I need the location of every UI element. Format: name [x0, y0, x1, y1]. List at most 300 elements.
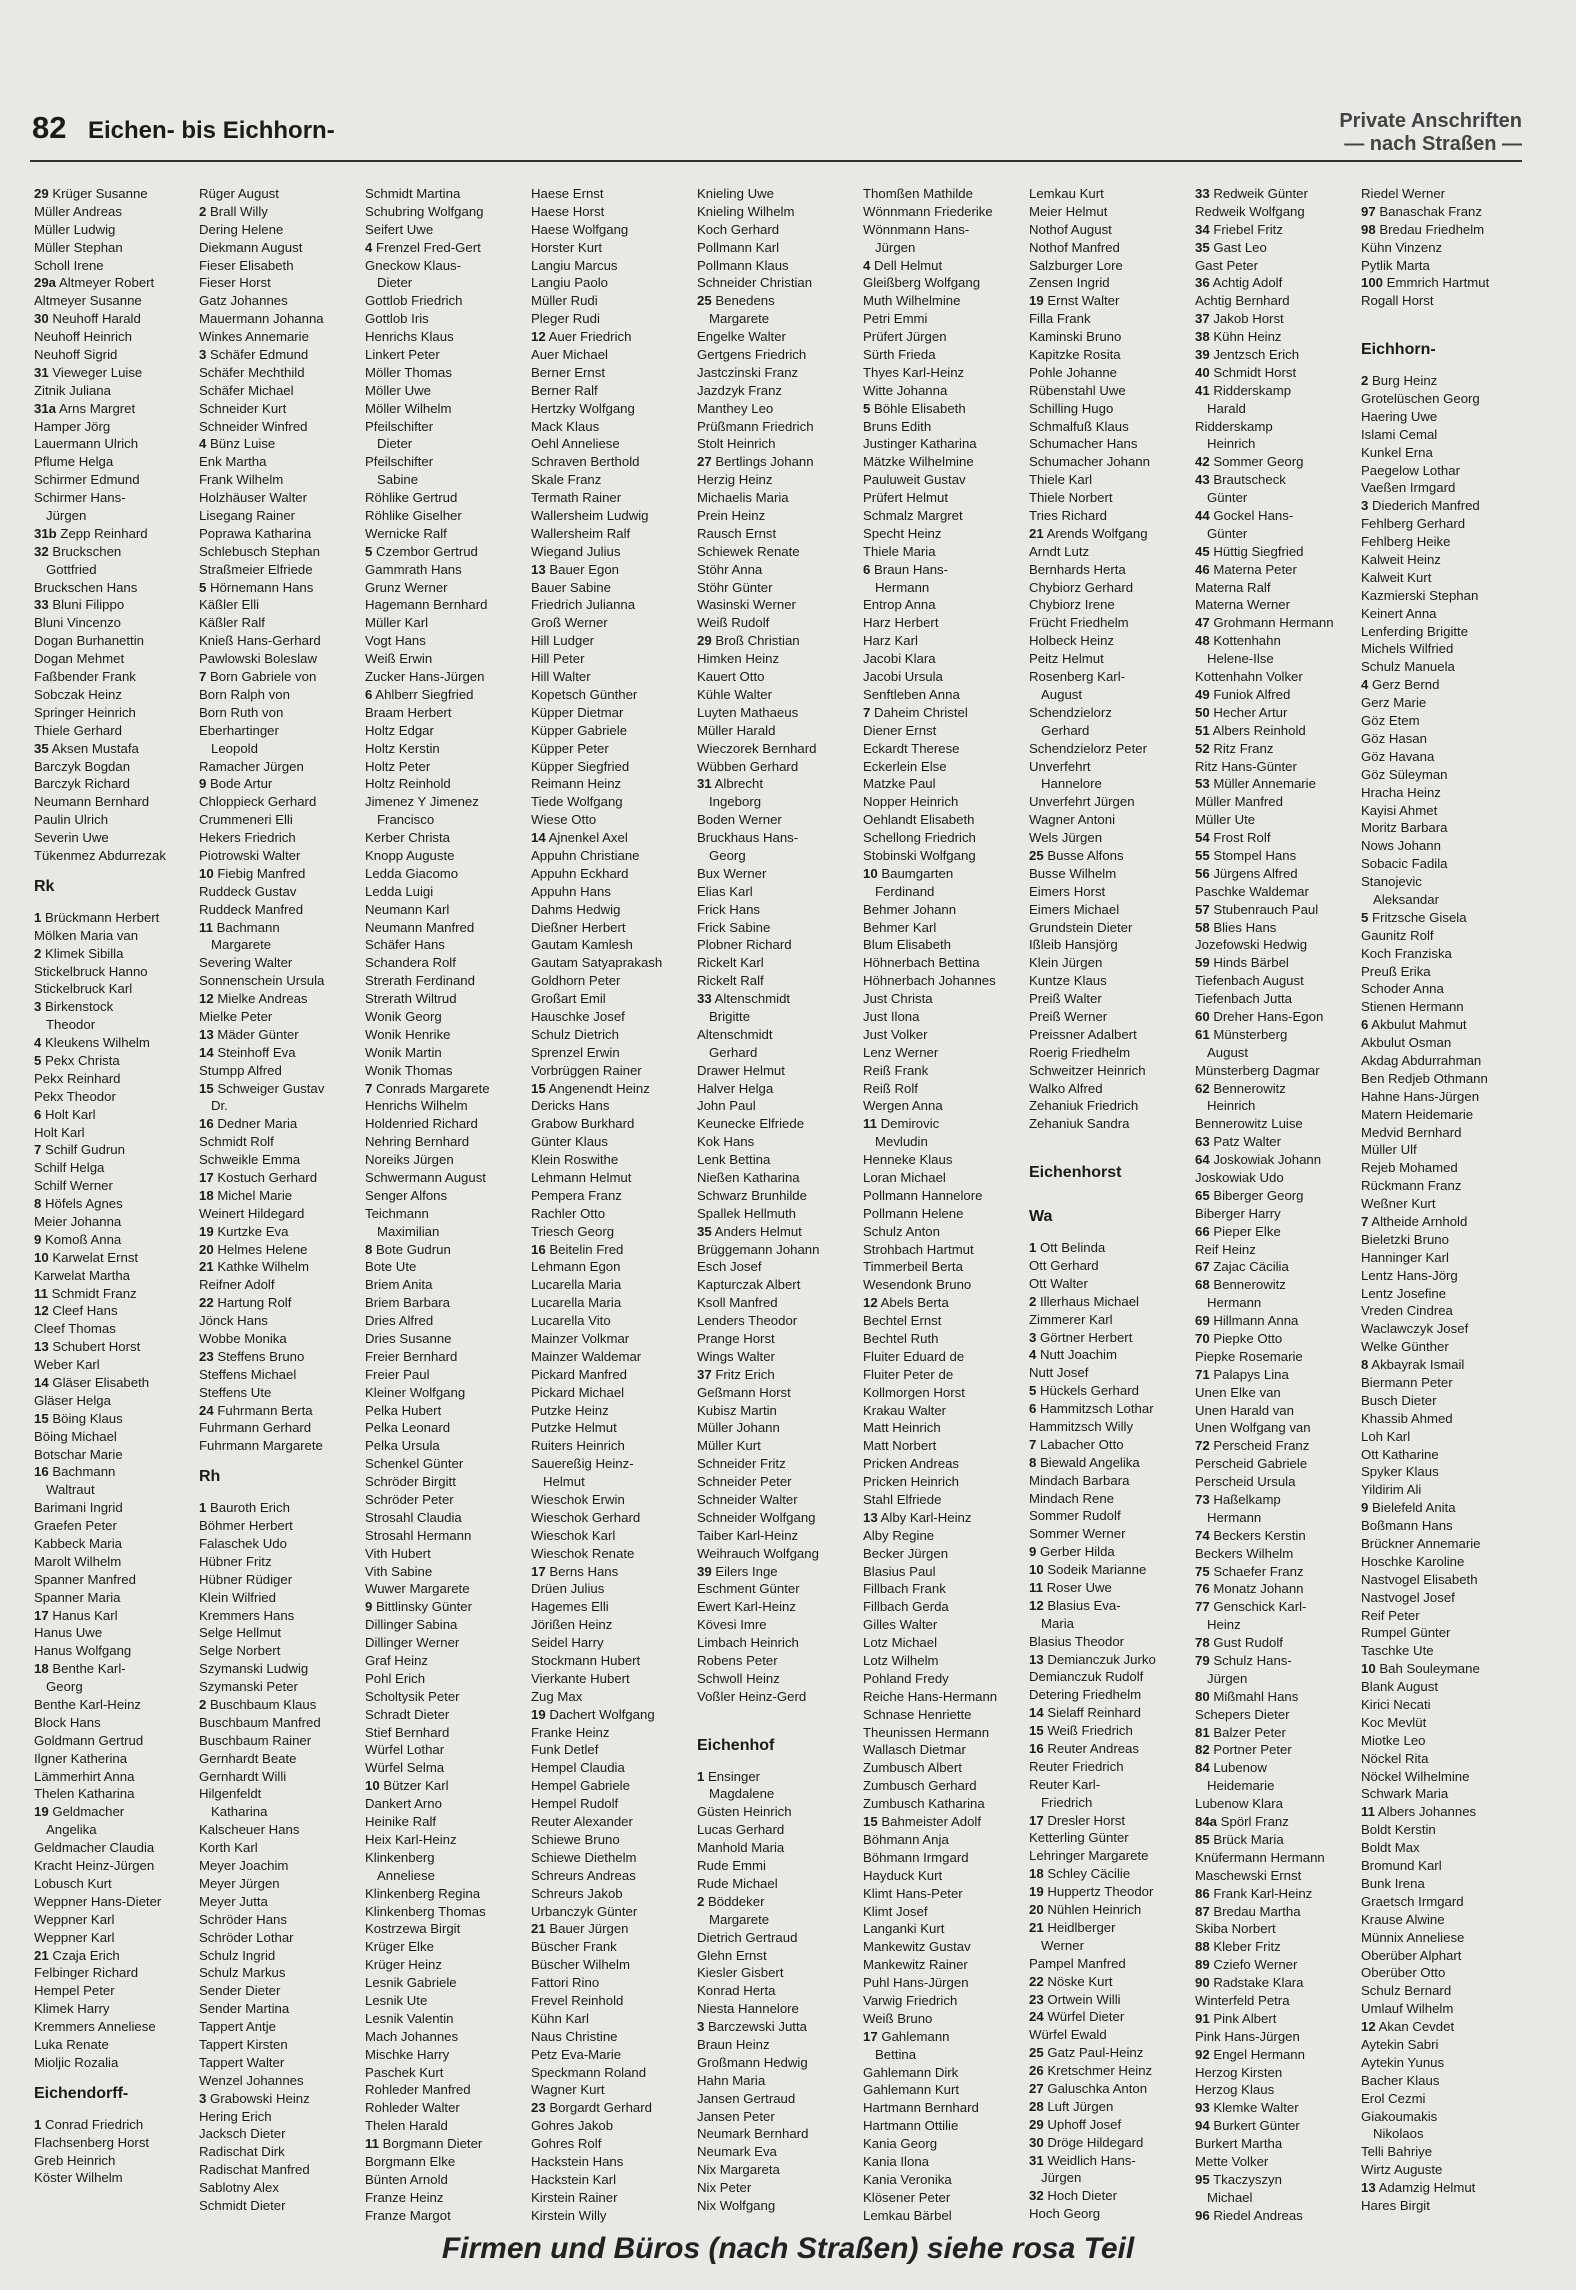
directory-entry: Büscher Wilhelm: [531, 1957, 630, 1973]
directory-entry: Ott Walter: [1029, 1275, 1088, 1291]
directory-entry: Wels Jürgen: [1029, 830, 1103, 846]
directory-entry: Teichmann: [365, 1205, 429, 1221]
directory-entry: Sender Dieter: [199, 1983, 281, 1999]
directory-entry: Walko Alfred: [1029, 1080, 1103, 1096]
street-heading: Eichenhof: [697, 1736, 775, 1754]
directory-entry: Hagemes Elli: [531, 1599, 609, 1615]
directory-entry: Tappert Walter: [199, 2054, 285, 2070]
directory-entry: Rüger August: [199, 186, 279, 201]
directory-entry: Koc Mevlüt: [1361, 1714, 1427, 1730]
directory-entry: 11 Demirovic: [863, 1116, 940, 1132]
directory-entry: Rohleder Walter: [365, 2100, 460, 2116]
directory-entry: Behmer Johann: [863, 901, 957, 917]
directory-entry: 5 Hörnemann Hans: [199, 579, 314, 595]
directory-entry: Fattori Rino: [531, 1975, 600, 1991]
directory-entry: 29 Broß Christian: [697, 633, 800, 649]
directory-entry: Ramacher Jürgen: [199, 758, 304, 774]
directory-entry: Klösener Peter: [863, 2189, 951, 2205]
directory-entry: Hammitzsch Willy: [1029, 1419, 1134, 1434]
directory-entry: 15 Böing Klaus: [34, 1410, 123, 1426]
directory-entry: Welke Günther: [1361, 1339, 1449, 1355]
house-number: 9: [34, 1231, 42, 1247]
directory-entry: Ißleib Hansjörg: [1029, 937, 1118, 953]
directory-entry: Fillbach Frank: [863, 1581, 946, 1597]
house-number: 3: [199, 347, 207, 363]
directory-entry: 2 Buschbaum Klaus: [199, 1697, 317, 1713]
directory-entry: Müller Karl: [365, 615, 429, 631]
house-number: 9: [1029, 1544, 1037, 1560]
directory-entry: Neumark Bernhard: [697, 2126, 809, 2142]
directory-entry: Neumann Karl: [365, 901, 450, 917]
directory-entry: Müller Ute: [1195, 812, 1256, 828]
header-rule: [30, 160, 1522, 162]
house-number: 15: [531, 1080, 546, 1096]
directory-entry: Tries Richard: [1029, 508, 1107, 524]
directory-entry: Klimt Hans-Peter: [863, 1885, 963, 1901]
entry-continuation: Harald: [1207, 400, 1246, 416]
directory-entry: Küpper Siegfried: [531, 758, 630, 774]
directory-entry: Loran Michael: [863, 1169, 946, 1185]
column-1: [34, 185, 194, 2187]
directory-entry: Müller Kurt: [697, 1438, 761, 1454]
directory-entry: Eimers Michael: [1029, 901, 1120, 917]
house-number: 32: [34, 543, 49, 559]
directory-entry: Lucas Gerhard: [697, 1822, 785, 1838]
directory-entry: Wieschok Erwin: [531, 1492, 625, 1508]
directory-entry: Manhold Maria: [697, 1840, 785, 1856]
directory-entry: Lucarella Maria: [531, 1277, 622, 1293]
directory-entry: 72 Perscheid Franz: [1195, 1438, 1310, 1454]
directory-entry: Krüger Heinz: [365, 1957, 442, 1973]
directory-entry: Zumbusch Albert: [863, 1760, 962, 1776]
directory-entry: Tükenmez Abdurrezak: [34, 847, 166, 863]
directory-entry: Unen Harald van: [1195, 1402, 1294, 1418]
directory-entry: Esch Josef: [697, 1259, 762, 1275]
directory-entry: 22 Nöske Kurt: [1029, 1973, 1113, 1989]
directory-entry: Kremmers Hans: [199, 1607, 295, 1623]
directory-entry: Köster Wilhelm: [34, 2170, 123, 2186]
directory-entry: Wagner Kurt: [531, 2082, 605, 2098]
directory-entry: Kottenhahn Volker: [1195, 669, 1303, 685]
directory-entry: Luka Renate: [34, 2036, 109, 2052]
directory-entry: Bruns Edith: [863, 418, 932, 434]
directory-entry: Sprenzel Erwin: [531, 1044, 620, 1060]
directory-entry: 93 Klemke Walter: [1195, 2100, 1299, 2116]
street-heading: Eichendorff-: [34, 2084, 129, 2102]
directory-entry: Graefen Peter: [34, 1518, 117, 1534]
directory-entry: 86 Frank Karl-Heinz: [1195, 1885, 1313, 1901]
directory-entry: Langanki Kurt: [863, 1921, 945, 1937]
directory-entry: Triesch Georg: [531, 1223, 615, 1239]
house-number: 77: [1195, 1599, 1210, 1615]
entry-continuation: Michael: [1207, 2189, 1253, 2205]
directory-entry: Radischat Manfred: [199, 2162, 310, 2178]
directory-entry: Boldt Max: [1361, 1840, 1420, 1856]
directory-entry: Reuter Alexander: [531, 1814, 633, 1830]
directory-entry: Gohres Jakob: [531, 2118, 614, 2134]
house-number: 2: [199, 203, 207, 219]
directory-entry: Pawlowski Boleslaw: [199, 651, 317, 667]
house-number: 2: [1029, 1293, 1037, 1309]
directory-entry: Käßler Elli: [199, 597, 260, 613]
entry-continuation: Margarete: [211, 937, 272, 953]
directory-entry: 5 Hückels Gerhard: [1029, 1383, 1139, 1399]
house-number: 28: [1029, 2098, 1044, 2114]
directory-entry: Briem Barbara: [365, 1295, 451, 1311]
house-number: 7: [34, 1142, 42, 1158]
directory-entry: Hill Ludger: [531, 633, 595, 649]
directory-entry: Dogan Mehmet: [34, 651, 125, 667]
house-number: 6: [365, 686, 373, 702]
directory-entry: Sommer Rudolf: [1029, 1508, 1121, 1524]
house-number: 60: [1195, 1008, 1210, 1024]
directory-entry: Schäfer Hans: [365, 937, 445, 953]
directory-entry: Holt Karl: [34, 1124, 85, 1140]
house-number: 18: [199, 1187, 214, 1203]
entry-continuation: Ingeborg: [709, 794, 762, 810]
street-heading: Eichhorn-: [1361, 341, 1436, 359]
directory-entry: 11 Roser Uwe: [1029, 1580, 1112, 1596]
directory-entry: Eckerlein Else: [863, 758, 947, 774]
house-number: 7: [1361, 1213, 1369, 1229]
directory-entry: Szymanski Ludwig: [199, 1661, 309, 1677]
directory-entry: Langiu Paolo: [531, 275, 608, 291]
directory-entry: 7 Conrads Margarete: [365, 1080, 490, 1096]
directory-entry: Senftleben Anna: [863, 686, 960, 702]
directory-entry: Hübner Fritz: [199, 1553, 272, 1569]
directory-entry: Urbanczyk Günter: [531, 1903, 638, 1919]
directory-entry: Witte Johanna: [863, 382, 948, 398]
entry-continuation: Heinrich: [1207, 436, 1256, 452]
house-number: 55: [1195, 847, 1210, 863]
directory-entry: Loh Karl: [1361, 1428, 1411, 1444]
directory-entry: Plobner Richard: [697, 937, 792, 953]
house-number: 98: [1361, 221, 1376, 237]
directory-entry: Meyer Jutta: [199, 1893, 268, 1909]
directory-entry: 17 Hanus Karl: [34, 1607, 118, 1623]
directory-entry: Rogall Horst: [1361, 293, 1434, 309]
entry-continuation: Margarete: [709, 1911, 770, 1927]
entry-continuation: Leopold: [211, 740, 258, 756]
directory-entry: Fieser Horst: [199, 275, 271, 291]
directory-entry: Lubenow Klara: [1195, 1796, 1283, 1812]
entry-continuation: Maximilian: [377, 1223, 440, 1239]
house-number: 31: [1029, 2152, 1044, 2168]
directory-entry: Bluni Vincenzo: [34, 615, 121, 631]
directory-entry: 7 Labacher Otto: [1029, 1436, 1124, 1452]
house-number: 21: [1029, 1919, 1044, 1935]
house-number: 21: [199, 1259, 214, 1275]
directory-entry: 33 Altenschmidt: [697, 991, 791, 1007]
directory-entry: Zitnik Juliana: [34, 382, 111, 398]
house-number: 31b: [34, 525, 57, 541]
house-number: 53: [1195, 776, 1210, 792]
directory-entry: 14 Gläser Elisabeth: [34, 1375, 150, 1390]
directory-entry: Winterfeld Petra: [1195, 1992, 1290, 2008]
directory-entry: Schreurs Jakob: [531, 1885, 623, 1901]
directory-entry: Sürth Frieda: [863, 347, 936, 363]
directory-entry: Höhnerbach Bettina: [863, 955, 980, 971]
house-number: 11: [365, 2136, 379, 2152]
directory-entry: Schenkel Günter: [365, 1456, 464, 1472]
directory-entry: 1 Brückmann Herbert: [34, 909, 160, 925]
directory-entry: 12 Blasius Eva-: [1029, 1597, 1121, 1613]
directory-entry: Zucker Hans-Jürgen: [365, 669, 485, 685]
directory-entry: Sobczak Heinz: [34, 686, 122, 702]
directory-entry: Ritz Hans-Günter: [1195, 758, 1297, 774]
house-number: 68: [1195, 1277, 1210, 1293]
house-number: 72: [1195, 1438, 1210, 1454]
directory-entry: Gautam Satyaprakash: [531, 955, 663, 971]
directory-entry: Weiß Erwin: [365, 651, 433, 667]
directory-entry: Klein Roswithe: [531, 1152, 619, 1168]
directory-entry: Haering Uwe: [1361, 408, 1438, 424]
directory-entry: 8 Bote Gudrun: [365, 1241, 451, 1257]
directory-entry: Vith Sabine: [365, 1563, 433, 1579]
directory-entry: 59 Hinds Bärbel: [1195, 955, 1289, 971]
house-number: 13: [34, 1339, 49, 1355]
directory-entry: Pollmann Karl: [697, 239, 780, 255]
directory-entry: 96 Riedel Andreas: [1195, 2207, 1303, 2223]
directory-entry: Putzke Helmut: [531, 1420, 617, 1436]
directory-entry: 5 Fritzsche Gisela: [1361, 909, 1467, 925]
directory-entry: Klein Jürgen: [1029, 955, 1103, 971]
house-number: 17: [531, 1563, 546, 1579]
directory-entry: Röhlike Gertrud: [365, 490, 458, 506]
directory-entry: Schendzielorz: [1029, 704, 1112, 720]
directory-entry: 12 Auer Friedrich: [531, 329, 632, 345]
directory-entry: Severin Uwe: [34, 830, 109, 846]
directory-entry: Pelka Leonard: [365, 1420, 451, 1436]
directory-entry: Gahlemann Dirk: [863, 2064, 959, 2080]
directory-entry: Aytekin Yunus: [1361, 2054, 1445, 2070]
directory-entry: 51 Albers Reinhold: [1195, 722, 1306, 738]
house-number: 22: [199, 1295, 214, 1311]
house-number: 25: [1029, 847, 1044, 863]
directory-entry: Hill Walter: [531, 669, 591, 685]
house-number: 45: [1195, 543, 1210, 559]
directory-entry: Hagemann Bernhard: [365, 597, 488, 613]
directory-entry: Frick Hans: [697, 901, 761, 917]
directory-entry: Knieß Hans-Gerhard: [199, 633, 321, 649]
directory-entry: Perscheid Ursula: [1195, 1474, 1296, 1490]
directory-entry: Schendzielorz Peter: [1029, 740, 1148, 756]
directory-entry: Schraven Berthold: [531, 454, 640, 470]
entry-continuation: Aleksandar: [1373, 891, 1439, 907]
directory-entry: Paegelow Lothar: [1361, 462, 1460, 478]
directory-entry: Dießner Herbert: [531, 919, 626, 935]
entry-continuation: Ferdinand: [875, 883, 935, 899]
directory-entry: Jacobi Klara: [863, 651, 936, 667]
column-4: [531, 185, 691, 2225]
directory-entry: 79 Schulz Hans-: [1195, 1653, 1292, 1669]
directory-entry: Appuhn Christiane: [531, 847, 640, 863]
directory-entry: Möller Thomas: [365, 364, 452, 380]
directory-entry: Thiele Maria: [863, 543, 936, 559]
directory-entry: Vorbrüggen Rainer: [531, 1062, 642, 1078]
house-number: 5: [1361, 909, 1369, 925]
directory-entry: Rosenberg Karl-: [1029, 669, 1126, 685]
directory-entry: Kapturczak Albert: [697, 1277, 801, 1293]
directory-entry: Hanus Uwe: [34, 1625, 103, 1641]
house-number: 35: [1195, 239, 1210, 255]
directory-entry: Pfeilschifter: [365, 454, 434, 470]
directory-entry: 3 Schäfer Edmund: [199, 347, 309, 363]
directory-entry: Weinert Hildegard: [199, 1205, 305, 1221]
directory-entry: Fieser Elisabeth: [199, 257, 294, 273]
directory-entry: Petz Eva-Marie: [531, 2046, 622, 2062]
directory-entry: Pollmann Hannelore: [863, 1187, 983, 1203]
directory-entry: Blasius Theodor: [1029, 1633, 1125, 1649]
directory-entry: Möller Uwe: [365, 382, 431, 398]
directory-entry: 16 Reuter Andreas: [1029, 1741, 1139, 1757]
entry-continuation: Sabine: [377, 472, 419, 488]
directory-entry: Dericks Hans: [531, 1098, 610, 1114]
directory-entry: Schneider Fritz: [697, 1456, 786, 1472]
directory-entry: Matt Heinrich: [863, 1420, 941, 1436]
directory-entry: Tappert Kirsten: [199, 2036, 288, 2052]
directory-entry: Hackstein Hans: [531, 2153, 624, 2169]
directory-entry: Holtz Reinhold: [365, 776, 451, 792]
directory-entry: 16 Dedner Maria: [199, 1116, 298, 1132]
directory-entry: Reuter Karl-: [1029, 1776, 1101, 1792]
directory-entry: Knieling Wilhelm: [697, 203, 795, 219]
house-number: 4: [365, 239, 373, 255]
house-number: 94: [1195, 2118, 1210, 2134]
directory-entry: 6 Hammitzsch Lothar: [1029, 1401, 1154, 1417]
directory-entry: Krause Alwine: [1361, 1911, 1445, 1927]
directory-entry: Reiche Hans-Hermann: [863, 1688, 998, 1704]
directory-entry: Holtz Peter: [365, 758, 431, 774]
directory-entry: Niesta Hannelore: [697, 2001, 799, 2017]
directory-entry: 25 Gatz Paul-Heinz: [1029, 2045, 1144, 2061]
house-number: 2: [1361, 373, 1369, 389]
directory-entry: Limbach Heinrich: [697, 1635, 799, 1651]
house-number: 59: [1195, 955, 1210, 971]
directory-entry: Franze Margot: [365, 2207, 451, 2223]
house-number: 91: [1195, 2010, 1210, 2026]
directory-entry: 20 Helmes Helene: [199, 1241, 308, 1257]
entry-continuation: Waltraut: [46, 1482, 95, 1498]
directory-entry: Umlauf Wilhelm: [1361, 2001, 1454, 2017]
house-number: 76: [1195, 1581, 1210, 1597]
directory-entry: Kirici Necati: [1361, 1697, 1431, 1713]
directory-entry: Blum Elisabeth: [863, 937, 951, 953]
directory-entry: Göz Hasan: [1361, 730, 1427, 746]
directory-entry: Lotz Wilhelm: [863, 1653, 939, 1669]
directory-entry: Nöckel Wilhelmine: [1361, 1768, 1470, 1784]
directory-entry: Diener Ernst: [863, 722, 937, 738]
directory-entry: Nopper Heinrich: [863, 794, 959, 810]
footer-note: Firmen und Büros (nach Straßen) siehe rosa Teil: [441, 2232, 1135, 2265]
directory-entry: 27 Bertlings Johann: [697, 454, 814, 470]
directory-entry: Strosahl Claudia: [365, 1509, 462, 1525]
directory-entry: Taiber Karl-Heinz: [697, 1527, 799, 1543]
directory-entry: Hartmann Ottilie: [863, 2118, 959, 2134]
directory-entry: 24 Würfel Dieter: [1029, 2009, 1125, 2025]
directory-entry: Senger Alfons: [365, 1187, 448, 1203]
entry-continuation: Georg: [709, 847, 746, 863]
house-number: 65: [1195, 1187, 1210, 1203]
house-number: 36: [1195, 275, 1210, 291]
directory-entry: Mach Johannes: [365, 2028, 459, 2044]
directory-entry: Barimani Ingrid: [34, 1500, 123, 1516]
entry-continuation: Anneliese: [377, 1867, 435, 1883]
directory-entry: Würfel Ewald: [1029, 2027, 1107, 2043]
directory-entry: Kania Georg: [863, 2136, 938, 2152]
directory-entry: Geldmacher Claudia: [34, 1840, 155, 1856]
house-number: 12: [863, 1295, 878, 1311]
entry-continuation: Bettina: [875, 2046, 917, 2062]
directory-entry: 2 Burg Heinz: [1361, 373, 1438, 389]
house-number: 41: [1195, 382, 1210, 398]
directory-entry: 12 Cleef Hans: [34, 1303, 118, 1319]
house-number: 2: [697, 1893, 705, 1909]
column-7: [1029, 185, 1189, 2223]
directory-entry: Just Volker: [863, 1026, 928, 1042]
directory-entry: Thomßen Mathilde: [863, 186, 973, 201]
directory-entry: Born Ralph von: [199, 686, 290, 702]
directory-entry: 89 Cziefo Werner: [1195, 1957, 1298, 1973]
directory-entry: 6 Holt Karl: [34, 1106, 96, 1122]
directory-entry: Zumbusch Katharina: [863, 1796, 985, 1812]
directory-entry: Nix Peter: [697, 2180, 752, 2196]
directory-entry: 19 Ernst Walter: [1029, 293, 1120, 309]
directory-entry: 8 Höfels Agnes: [34, 1196, 123, 1212]
house-number: 10: [365, 1778, 380, 1794]
house-number: 10: [1029, 1562, 1044, 1578]
directory-entry: 6 Ahlberr Siegfried: [365, 686, 474, 702]
house-number: 42: [1195, 454, 1210, 470]
directory-entry: Vogt Hans: [365, 633, 426, 649]
directory-entry: Boden Werner: [697, 812, 782, 828]
house-number: 34: [1195, 221, 1210, 237]
entry-continuation: Brigitte: [709, 1008, 751, 1024]
house-number: 84a: [1195, 1814, 1218, 1830]
house-number: 2: [199, 1697, 207, 1713]
directory-entry: Rickelt Karl: [697, 955, 764, 971]
directory-entry: Barczyk Richard: [34, 776, 131, 792]
directory-entry: Schubring Wolfgang: [365, 203, 484, 219]
directory-entry: Nix Margareta: [697, 2162, 780, 2178]
house-number: 23: [1029, 1991, 1044, 2007]
directory-entry: Eschment Günter: [697, 1581, 800, 1597]
directory-entry: Achtig Bernhard: [1195, 293, 1290, 309]
directory-entry: Dogan Burhanettin: [34, 633, 144, 649]
directory-entry: Poprawa Katharina: [199, 525, 312, 541]
directory-entry: Thiele Gerhard: [34, 722, 122, 738]
directory-entry: Fuhrmann Gerhard: [199, 1420, 312, 1436]
directory-entry: Schmidt Dieter: [199, 2197, 286, 2213]
directory-entry: Neumark Eva: [697, 2144, 777, 2160]
directory-entry: Günter Klaus: [531, 1134, 608, 1150]
directory-entry: Fehlberg Heike: [1361, 534, 1451, 550]
directory-entry: 9 Bode Artur: [199, 776, 273, 792]
directory-entry: Büscher Frank: [531, 1939, 617, 1955]
directory-entry: Schilf Helga: [34, 1160, 105, 1176]
directory-entry: Strosahl Hermann: [365, 1527, 472, 1543]
directory-entry: Block Hans: [34, 1714, 101, 1730]
house-number: 16: [199, 1116, 214, 1132]
directory-entry: Voßler Heinz-Gerd: [697, 1688, 807, 1704]
house-number: 80: [1195, 1688, 1210, 1704]
directory-entry: Manthey Leo: [697, 400, 774, 416]
directory-entry: Hempel Peter: [34, 1983, 115, 1999]
directory-entry: Eberhartinger: [199, 722, 279, 738]
directory-entry: Gneckow Klaus-: [365, 257, 462, 273]
directory-entry: Skiba Norbert: [1195, 1921, 1276, 1937]
directory-entry: 15 Schweiger Gustav: [199, 1080, 325, 1096]
